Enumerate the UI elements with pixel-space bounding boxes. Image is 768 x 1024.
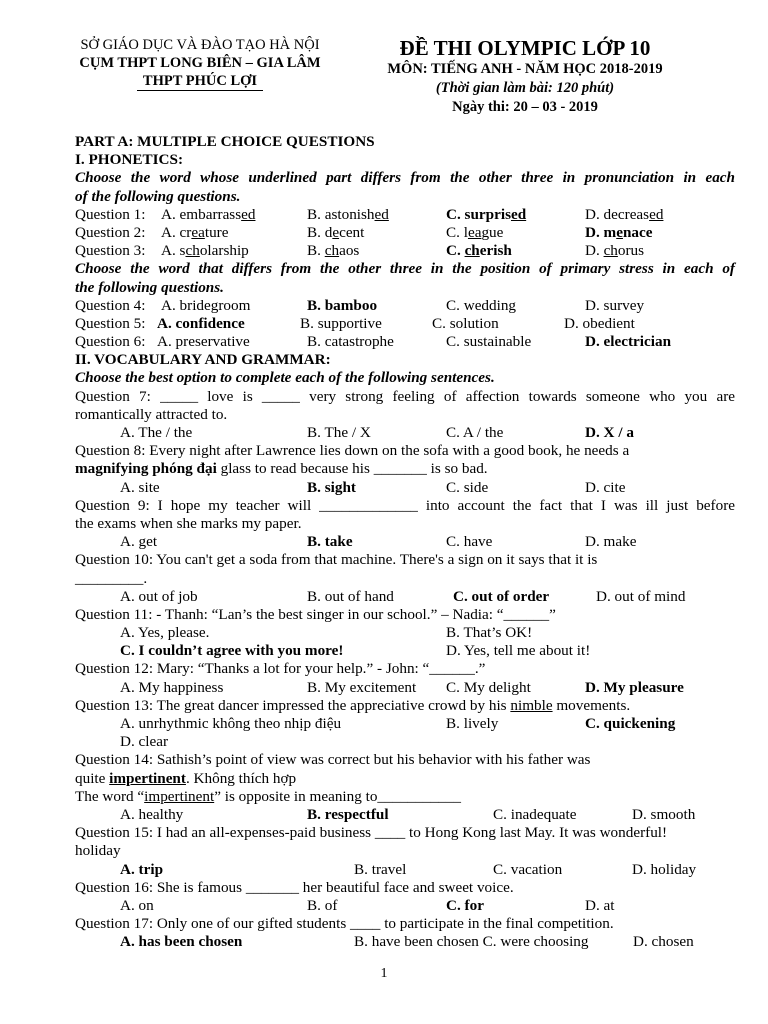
exam-duration: (Thời gian làm bài: 120 phút): [435, 80, 615, 96]
option-a[interactable]: A. The / the: [120, 424, 193, 441]
question-10-options: [75, 588, 735, 606]
option-d[interactable]: D. X / a: [585, 424, 634, 441]
question-8-text: Question 8: Every night after Lawrence lies down on the sofa with a good book, he needs a: [75, 442, 630, 460]
option-c[interactable]: C. quickening: [585, 715, 676, 732]
option-d[interactable]: D. out of mind: [596, 587, 686, 605]
question-17-options: [75, 933, 735, 951]
option-d[interactable]: D. holiday: [632, 860, 697, 878]
question-15-options: [75, 861, 735, 879]
question-4: Question 4: A. bridegroom B. bamboo C. wedding D. survey: [75, 296, 645, 314]
option-a[interactable]: A. on: [120, 896, 154, 914]
question-15-text: holiday: [75, 842, 121, 860]
question-9-options: [75, 533, 735, 551]
question-17-text: Question 17: Only one of our gifted students ____ to participate in the final competition.: [75, 915, 614, 933]
question-11-options: [75, 624, 735, 642]
option-d[interactable]: D. chorus: [585, 242, 645, 260]
instruction: of the following questions.: [75, 187, 241, 205]
option-d[interactable]: D. clear: [120, 733, 169, 751]
question-13-text: Question 13: The great dancer impressed the appreciative crowd by his nimble movements.: [75, 696, 631, 714]
option-b[interactable]: B. bamboo: [307, 296, 378, 314]
option-b[interactable]: B. That’s OK!: [446, 624, 533, 642]
phonetics-heading: I. PHONETICS:: [75, 151, 184, 169]
question-12-options: [75, 679, 735, 697]
question-7-options: [75, 424, 735, 442]
option-a[interactable]: A. scholarship: [161, 242, 249, 260]
option-b[interactable]: B. of: [307, 896, 338, 914]
exam-subject: MÔN: TIẾNG ANH - NĂM HỌC 2018-2019: [387, 61, 663, 77]
option-b[interactable]: B. supportive: [300, 314, 382, 332]
question-16-options: [75, 897, 735, 915]
option-d[interactable]: D. menace: [585, 223, 653, 241]
option-a[interactable]: A. has been chosen: [120, 933, 243, 951]
option-a[interactable]: A. confidence: [157, 314, 245, 332]
exam-title: ĐỀ THI OLYMPIC LỚP 10: [399, 36, 651, 60]
option-d[interactable]: D. survey: [585, 296, 645, 314]
option-c[interactable]: C. A / the: [446, 424, 504, 441]
question-14-text: quite impertinent. Không thích hợp: [75, 769, 297, 787]
option-c[interactable]: C. cherish: [446, 242, 512, 260]
question-9-text: Question 9: I hope my teacher will _____________ into account the fact that I was ill just before: [75, 496, 735, 514]
option-c[interactable]: C. My delight: [446, 678, 531, 696]
instruction: the following questions.: [75, 278, 224, 296]
question-9-text: the exams when she marks my paper.: [75, 514, 302, 532]
question-12-text: Question 12: Mary: “Thanks a lot for your help.” - John: “______.”: [75, 660, 486, 678]
option-c[interactable]: C. for: [446, 896, 484, 914]
option-b[interactable]: B. My excitement: [307, 678, 417, 696]
question-6: Question 6: A. preservative B. catastrophe C. sustainable D. electrician: [75, 333, 672, 351]
question-3: Question 3: A. scholarship B. chaos C. cherish D. chorus: [75, 242, 645, 260]
instruction: Choose the best option to complete each of the following sentences.: [75, 369, 495, 387]
option-b[interactable]: B. take: [307, 533, 353, 551]
question-14-options: [75, 806, 735, 824]
question-14-text: The word “impertinent” is opposite in meaning to___________: [75, 787, 461, 805]
option-c[interactable]: C. I couldn’t agree with you more!: [120, 642, 344, 660]
option-b[interactable]: B. travel: [354, 860, 407, 878]
school-header: [40, 36, 360, 91]
option-d[interactable]: D. electrician: [585, 333, 672, 351]
option-b[interactable]: B. decent: [307, 223, 365, 241]
question-13-options: [75, 733, 735, 751]
vocab-heading: II. VOCABULARY AND GRAMMAR:: [75, 351, 331, 369]
question-11-options: [75, 642, 735, 660]
option-d[interactable]: D. smooth: [632, 805, 696, 823]
option-b[interactable]: B. chaos: [307, 242, 360, 260]
option-c[interactable]: C. out of order: [453, 587, 550, 605]
question-1: Question 1: A. embarrassed B. astonished C. surprised D. decreased: [75, 205, 664, 223]
option-d[interactable]: D. obedient: [564, 314, 635, 332]
question-5: Question 5: A. confidence B. supportive C. solution D. obedient: [75, 314, 635, 332]
question-13-options: [75, 715, 735, 733]
option-a[interactable]: A. unrhythmic không theo nhịp điệu: [120, 715, 342, 732]
option-a[interactable]: A. Yes, please.: [120, 624, 210, 642]
option-a[interactable]: A. out of job: [120, 587, 198, 605]
school-name: THPT PHÚC LỢI: [137, 72, 263, 91]
option-c[interactable]: C. solution: [432, 314, 499, 332]
exam-body: [75, 133, 735, 951]
department-name: SỞ GIÁO DỤC VÀ ĐÀO TẠO HÀ NỘI: [80, 37, 320, 53]
option-d[interactable]: D. My pleasure: [585, 678, 684, 696]
option-d[interactable]: D. make: [585, 533, 637, 551]
option-a[interactable]: A. healthy: [120, 805, 184, 823]
option-b[interactable]: B. lively: [446, 715, 499, 732]
option-b[interactable]: B. respectful: [307, 805, 389, 823]
option-a[interactable]: A. trip: [120, 860, 164, 878]
option-a[interactable]: A. get: [120, 533, 158, 551]
question-7-text: romantically attracted to.: [75, 405, 228, 423]
option-c[interactable]: C. wedding: [446, 296, 517, 314]
option-d[interactable]: D. at: [585, 896, 615, 914]
option-a[interactable]: A. embarrassed: [161, 205, 256, 223]
question-2: Question 2: A. creature B. decent C. league D. menace: [75, 223, 653, 241]
question-8-text: magnifying phóng đại glass to read because his _______ is so bad.: [75, 460, 488, 478]
option-d[interactable]: D. Yes, tell me about it!: [446, 642, 591, 660]
question-10-text: _________.: [75, 569, 148, 587]
option-a[interactable]: A. creature: [161, 223, 229, 241]
cluster-name: CỤM THPT LONG BIÊN – GIA LÂM: [79, 55, 321, 71]
option-b[interactable]: B. The / X: [307, 424, 371, 441]
instruction: Choose the word that differs from the other three in the position of primary stress in each of: [75, 260, 735, 278]
option-c[interactable]: C. have: [446, 533, 493, 551]
option-c[interactable]: C. surprised: [446, 205, 527, 223]
page-number: 1: [380, 966, 388, 981]
question-11-text: Question 11: - Thanh: “Lan’s the best singer in our school.” – Nadia: “______”: [75, 605, 556, 623]
option-d[interactable]: D. cite: [585, 478, 626, 496]
question-16-text: Question 16: She is famous _______ her beautiful face and sweet voice.: [75, 878, 514, 896]
option-a[interactable]: A. bridegroom: [161, 296, 251, 314]
option-b[interactable]: B. astonished: [307, 205, 389, 223]
question-10-text: Question 10: You can't get a soda from that machine. There's a sign on it says that it is: [75, 551, 598, 569]
option-c[interactable]: C. side: [446, 478, 489, 496]
question-7-text: Question 7: _____ love is _____ very strong feeling of affection towards someone who you are: [75, 387, 735, 405]
exam-date: Ngày thi: 20 – 03 - 2019: [452, 99, 598, 115]
option-c[interactable]: C. sustainable: [446, 333, 532, 351]
option-b[interactable]: B. catastrophe: [307, 333, 394, 351]
option-b-c[interactable]: B. have been chosen C. were choosing: [354, 933, 589, 951]
option-a[interactable]: A. My happiness: [120, 678, 224, 696]
option-c[interactable]: C. league: [446, 223, 504, 241]
option-c[interactable]: C. vacation: [493, 860, 563, 878]
option-b[interactable]: B. sight: [307, 478, 356, 496]
question-8-options: [75, 479, 735, 497]
option-b[interactable]: B. out of hand: [307, 587, 394, 605]
option-a[interactable]: A. site: [120, 478, 160, 496]
option-d[interactable]: D. chosen: [633, 933, 694, 951]
option-c[interactable]: C. inadequate: [493, 805, 577, 823]
question-14-text: Question 14: Sathish’s point of view was correct but his behavior with his father was: [75, 751, 591, 769]
part-a-heading: PART A: MULTIPLE CHOICE QUESTIONS: [75, 133, 375, 150]
instruction: Choose the word whose underlined part differs from the other three in pronunciation in each: [75, 169, 735, 187]
option-a[interactable]: A. preservative: [157, 333, 250, 351]
question-15-text: Question 15: I had an all-expenses-paid business ____ to Hong Kong last May. It was wonderful!: [75, 824, 668, 842]
option-d[interactable]: D. decreased: [585, 205, 664, 223]
exam-header: [355, 36, 695, 117]
